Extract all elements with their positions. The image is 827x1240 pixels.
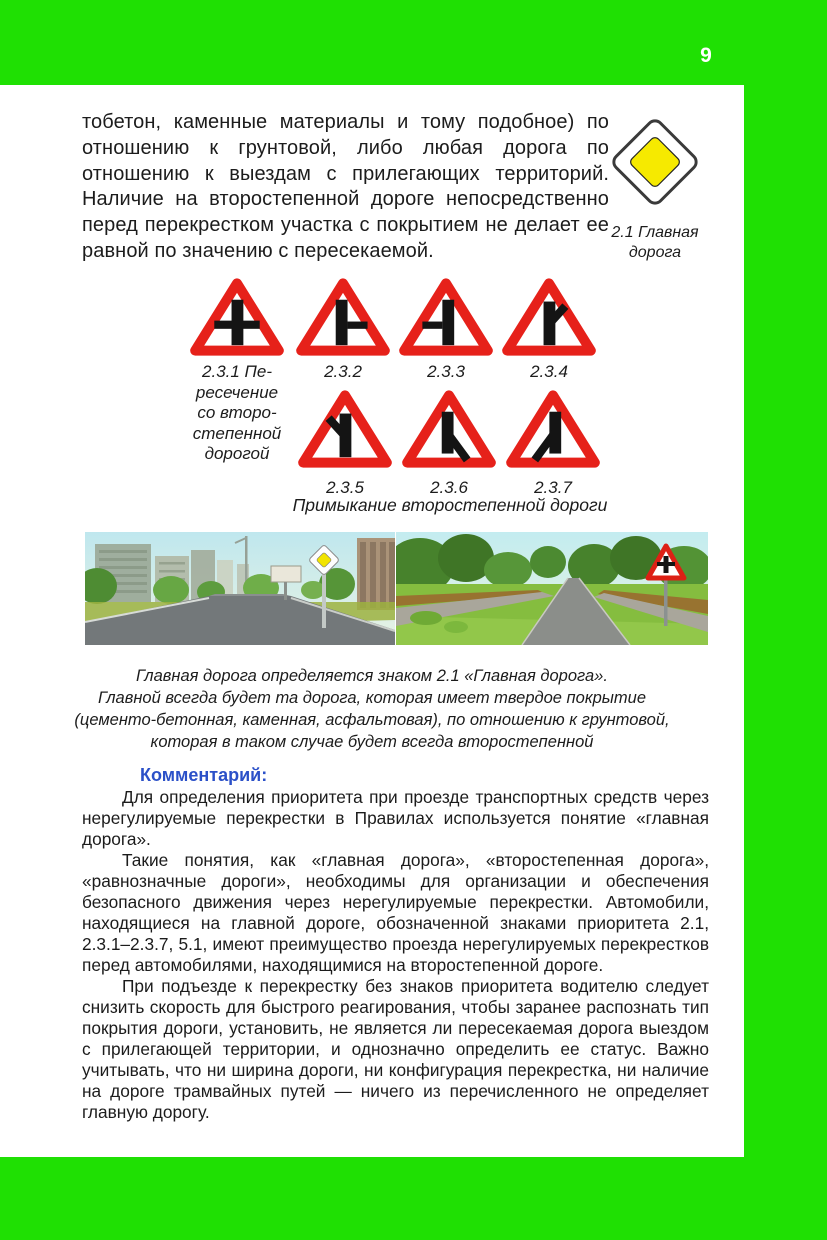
intro-paragraph: тобетон, каменные материалы и тому подобное) по отношению к грунтовой, либо любая дорога по отношению к выездам с прилегающих территорий. Наличие на второстепенной дороге непосредственно перед перекрестком участка с покрытием не делает ее равной по значению с пересекаемой. [82,111,609,262]
commentary-body [82,787,709,1123]
caption-line: ресечение [195,382,279,402]
sign-2-3-7-icon [505,389,601,469]
commentary-heading: Комментарий: [140,765,268,785]
content-area [0,85,744,1157]
sign-2-3-6-icon [401,389,497,469]
caption-line: 2.3.1 Пе- [202,362,272,381]
caption-line: степенной [192,423,282,443]
photo-caption [57,665,687,753]
sign-2-3-3-icon [398,277,494,357]
photo-caption-line: которая в таком случае будет всегда второстепенной [150,733,594,751]
sign-2-3-2-icon [295,277,391,357]
sign-label-2-3-4: 2.3.4 [530,362,568,381]
sign-label-2-3-5: 2.3.5 [326,478,364,497]
photo-country-crossroad [396,532,708,645]
sign-2-1-caption: 2.1 Главная дорога [611,224,699,261]
sign-label-2-3-6: 2.3.6 [430,478,468,497]
sign-2-1-main-road-icon [604,111,706,213]
sign-2-3-4-icon [501,277,597,357]
page-number: 9 [700,44,712,67]
caption-line: со второ- [197,403,277,422]
secondary-road-group-caption: Примыкание второстепенной дороги [292,495,608,515]
sign-2-3-5-icon [297,389,393,469]
commentary-paragraph: При подъезде к перекрестку без знаков приоритета водителю следует снизить скорость для быстрого реагирования, чтобы заранее распознать тип покрытия дороги, установить, не является ли пересекаемая дорога выездом с прилегающей территории, и однозначно определить ее статус. Важно учитывать, что ни ширина дороги, ни конфигурация перекрестка, ни наличие на дороге трамвайных путей — ничего из перечисленного не определяет главную дорогу. [82,976,709,1122]
sign-label-2-3-2: 2.3.2 [324,362,362,381]
sign-2-3-1-caption [184,362,290,465]
caption-line: дорогой [204,444,270,463]
photo-caption-line: (цементо-бетонная, каменная, асфальтовая), по отношению к грунтовой, [74,711,670,729]
sign-label-2-3-3: 2.3.3 [427,362,465,381]
photo-city-main-road [85,532,395,645]
photo-caption-line: Главной всегда будет та дорога, которая имеет твердое покрытие [97,689,647,707]
photo-row [85,532,708,645]
photo-caption-line: Главная дорога определяется знаком 2.1 «Главная дорога». [136,667,608,685]
sign-label-2-3-7: 2.3.7 [534,478,572,497]
commentary-paragraph: Такие понятия, как «главная дорога», «второстепенная дорога», «равнозначные дороги», необходимы для организации и обеспечения безопасного движения через нерегулируемые перекрестки. Автомобили, находящиеся на главной дороге, обозначенной знаками приоритета 2.1, 2.3.1–2.3.7, 5.1, имеют преимущество проезда нерегулируемых перекрестков перед автомобилями, находящимися на второстепенной дороге. [82,850,709,975]
sign-2-3-1-icon [189,277,285,357]
commentary-paragraph: Для определения приоритета при проезде транспортных средств через нерегулируемые перекрестки в Правилах используется понятие «главная дорога». [82,787,709,849]
